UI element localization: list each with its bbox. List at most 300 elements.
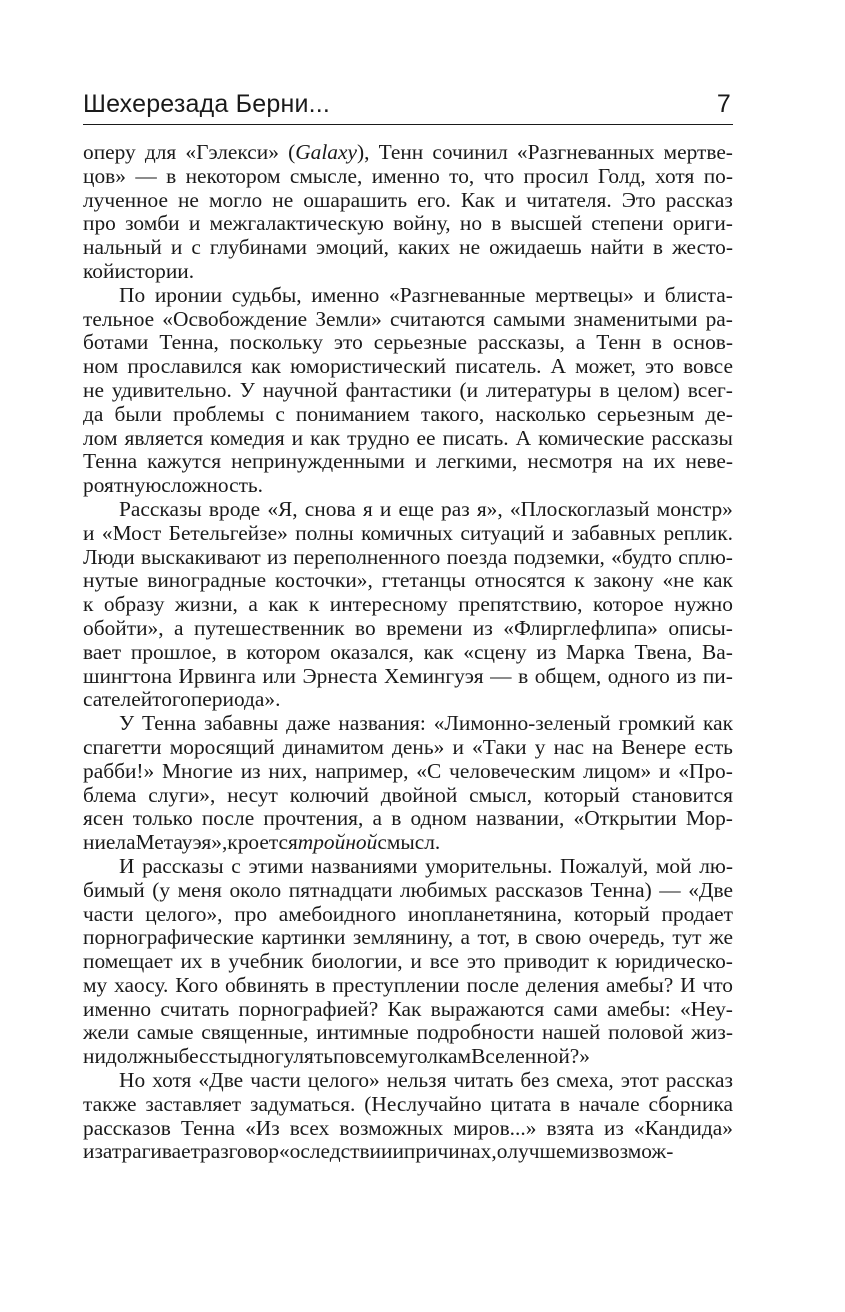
text-line [83, 998, 733, 1022]
word: общем, [534, 663, 602, 688]
word: после [466, 972, 519, 997]
text-line [83, 784, 733, 808]
word: громкий [618, 711, 696, 736]
word: в [491, 211, 502, 236]
word: лом [83, 425, 118, 450]
word: лученное [83, 187, 168, 212]
word: что [483, 163, 515, 188]
word: из [676, 663, 697, 688]
text-line [83, 688, 733, 712]
word: а [174, 615, 184, 640]
word: прочтения, [263, 806, 364, 831]
word: найти [590, 235, 644, 260]
word: Тенн [378, 140, 424, 164]
word: как [268, 592, 299, 617]
word: и [83, 520, 95, 545]
word: нельзя [386, 1068, 447, 1093]
word: амебоидного [278, 901, 397, 926]
word: лучшем [507, 1139, 580, 1164]
word: По [119, 282, 146, 307]
word: их [180, 949, 203, 974]
word: И [119, 853, 135, 878]
word: глубинами [209, 235, 307, 260]
word: юридическо- [615, 949, 733, 974]
word: хотя [655, 163, 695, 188]
paragraph [83, 1069, 733, 1164]
word: в [391, 806, 402, 831]
word: забавных [571, 520, 656, 545]
word: землянину, [352, 925, 454, 950]
word: считать [160, 996, 230, 1021]
word: косточки», [274, 568, 373, 593]
word: Тенн [596, 330, 641, 355]
word: «Гэлекси» [185, 140, 279, 164]
word: смысле, [289, 163, 363, 188]
word: мертвецы» [535, 282, 634, 307]
word: писатель. [455, 354, 542, 379]
word: а [248, 592, 258, 617]
text-line [83, 1045, 733, 1069]
word: сателей [83, 687, 153, 712]
word: Как [460, 187, 495, 212]
word: и [83, 1139, 95, 1164]
word: и [414, 449, 427, 474]
word: рассказы [142, 853, 224, 878]
word: «будто [611, 544, 672, 569]
word: лицом» [583, 758, 652, 783]
word: в [210, 949, 221, 974]
word: «Неу- [679, 996, 733, 1021]
word: «Я, [267, 496, 298, 521]
paragraph [83, 284, 733, 498]
word: рассказов [83, 1115, 171, 1140]
word: кой [83, 258, 115, 283]
word: Это [621, 187, 656, 212]
word: жиз- [691, 1020, 733, 1045]
word: которое [592, 592, 664, 617]
word: то, [449, 163, 475, 188]
word: войну, [393, 211, 451, 236]
word: как [702, 568, 733, 593]
word: ном [83, 354, 119, 379]
word: описы- [668, 615, 733, 640]
word: всег- [687, 377, 733, 402]
word: но [459, 211, 483, 236]
word: в [166, 163, 177, 188]
word: священные, [201, 1020, 309, 1045]
word: блиста- [664, 282, 733, 307]
word: самыми [493, 306, 566, 331]
word: для [144, 140, 177, 164]
word: его. [417, 187, 451, 212]
word: про [234, 901, 268, 926]
text-line [83, 331, 733, 355]
word: Пожалуй, [559, 853, 649, 878]
word: путешественник [194, 615, 345, 640]
word: ра- [705, 306, 733, 331]
text-line [83, 522, 733, 546]
word: каких [397, 235, 451, 260]
word: жели [83, 1020, 130, 1045]
word: амебы? [605, 972, 674, 997]
paragraph [83, 712, 733, 855]
word: свою [535, 925, 582, 950]
word: несут [227, 782, 278, 807]
word: по- [703, 163, 733, 188]
word: у [534, 734, 546, 759]
word: и [504, 187, 517, 212]
word: ботами [83, 330, 149, 355]
word: нальный [83, 235, 162, 260]
word: самые [136, 1020, 194, 1045]
text-line [83, 926, 733, 950]
word: «Плоскоглазый [509, 496, 650, 521]
word: Голд, [597, 163, 646, 188]
word: про [83, 211, 116, 236]
word: писать. [442, 425, 509, 450]
word: нас [553, 734, 585, 759]
text-line [83, 974, 733, 998]
word: не [83, 377, 104, 402]
word: преступлении [332, 972, 460, 997]
word: комичных [361, 520, 453, 545]
word: — [490, 663, 512, 688]
word: из [579, 1139, 599, 1164]
word: подробности [416, 1020, 535, 1045]
word: Земли» [315, 306, 382, 331]
word: мертве- [663, 140, 733, 164]
word: Марка [565, 639, 625, 664]
word: «Освобождение [162, 306, 308, 331]
book-page [83, 86, 733, 1164]
word: насколько [495, 401, 586, 426]
word: такого, [420, 401, 485, 426]
word: именно [83, 996, 152, 1021]
word: Твена, [634, 639, 693, 664]
word: затрагивает [94, 1139, 201, 1164]
word: также [83, 1091, 137, 1116]
word: в [559, 1091, 571, 1116]
word: ни [83, 1044, 106, 1069]
word: несмотря [527, 449, 613, 474]
word: смысл, [469, 782, 533, 807]
word: учебник [228, 949, 304, 974]
word: А [550, 354, 566, 379]
word: смысл. [377, 830, 441, 855]
text-line [83, 379, 733, 403]
word: У [119, 711, 135, 736]
word: деления [525, 972, 600, 997]
word: эмоций, [316, 235, 389, 260]
word: судьбы, [231, 282, 302, 307]
word: обойти», [83, 615, 164, 640]
word: и [379, 496, 392, 521]
word: ошарашить [303, 187, 408, 212]
word: порнографией? [238, 996, 379, 1021]
word: нашей [541, 1020, 601, 1045]
word: Венере [621, 734, 687, 759]
word: задуматься. [250, 1091, 356, 1116]
word: следствии [300, 1139, 393, 1164]
word: этот [620, 1068, 659, 1093]
text-line [83, 165, 733, 189]
word: не [459, 235, 481, 260]
word: любимых [399, 877, 488, 902]
word: Ва- [702, 639, 733, 664]
word: «о [278, 1139, 301, 1164]
paragraph [83, 855, 733, 1069]
word: не [272, 187, 294, 212]
word: на [592, 734, 614, 759]
word: зомби [125, 211, 180, 236]
word: вовсе [683, 354, 733, 379]
word: и [452, 734, 464, 759]
word: поезда [446, 544, 508, 569]
word: или [262, 663, 296, 688]
word: даже [286, 711, 331, 736]
word: целом) [617, 377, 680, 402]
word: — [659, 877, 681, 902]
word: образу [103, 592, 165, 617]
word: — [135, 163, 157, 188]
word: на [622, 449, 644, 474]
word: всем [355, 1044, 398, 1069]
word: «Мост [101, 520, 162, 545]
word: научной [262, 377, 338, 402]
word: тут [672, 925, 702, 950]
text-line [83, 593, 733, 617]
word: Как [387, 996, 422, 1021]
word: помещает [83, 949, 173, 974]
word: все [429, 949, 459, 974]
text-line [83, 950, 733, 974]
word: и [552, 520, 564, 545]
word: «Разгневанные [389, 282, 526, 307]
word: виноградные [147, 568, 267, 593]
word: нутые [83, 568, 139, 593]
text-line [83, 355, 733, 379]
word: Рассказы [119, 496, 202, 521]
word: спагетти [83, 734, 162, 759]
word: половой [608, 1020, 684, 1045]
text-line [83, 736, 733, 760]
text-line [83, 712, 733, 736]
word: без [520, 1068, 550, 1093]
word: а [372, 806, 383, 831]
word: относятся [474, 568, 566, 593]
word: и [291, 425, 304, 450]
word: мой [655, 853, 692, 878]
word: «Флирглефлипа» [503, 615, 658, 640]
text-line [83, 1093, 733, 1117]
word: и [170, 235, 183, 260]
word: серьезным [597, 401, 695, 426]
word: (Неслучайно [364, 1091, 482, 1116]
word: который [543, 782, 620, 807]
word: закону [593, 568, 654, 593]
word: названиями [311, 853, 418, 878]
word: Тенна [142, 711, 197, 736]
word: разговор [200, 1139, 279, 1164]
word: колючий [289, 782, 369, 807]
text-line [83, 427, 733, 451]
word: в [518, 663, 529, 688]
word: знаменитыми [573, 306, 698, 331]
word: из [240, 758, 261, 783]
word: моросящий [169, 734, 275, 759]
text-line [83, 760, 733, 784]
word: «Две [198, 1068, 244, 1093]
text-line [83, 617, 733, 641]
text-line [83, 212, 733, 236]
word: му [83, 972, 108, 997]
word: гтетанцы [381, 568, 466, 593]
word: по [333, 1044, 356, 1069]
word: Хемингуэя [383, 663, 484, 688]
word: как [310, 425, 341, 450]
word: юмористический [290, 354, 447, 379]
word: одного [607, 663, 670, 688]
text-line [83, 1021, 733, 1045]
word: «Таки [472, 734, 527, 759]
italic-text: Galaxy [295, 140, 357, 164]
word: есть [694, 734, 733, 759]
word: возможных [339, 1115, 444, 1140]
word: части [250, 1068, 301, 1093]
word: в [517, 925, 528, 950]
word: высшей [510, 211, 583, 236]
word: монстр» [656, 496, 733, 521]
word: Люди [83, 544, 135, 569]
word: тот, [477, 925, 511, 950]
word: оперу [83, 140, 136, 164]
word: нужно [674, 592, 733, 617]
word: бесстыдно [178, 1044, 275, 1069]
word: именно [311, 282, 380, 307]
word: о [496, 1139, 508, 1164]
word: смеха, [556, 1068, 614, 1093]
word: времени [386, 615, 463, 640]
word: хотя [152, 1068, 192, 1093]
word: их [653, 449, 676, 474]
word: биологии, [311, 949, 403, 974]
word: проблемы [172, 401, 265, 426]
word: вроде [208, 496, 261, 521]
text-line [83, 260, 733, 284]
word: в [652, 235, 664, 260]
word: рабби!» [83, 758, 155, 783]
word: Эрнеста [302, 663, 378, 688]
word: (Galaxy), [288, 140, 370, 164]
word: бимый [83, 877, 145, 902]
word: из [472, 615, 493, 640]
word: Мор- [685, 806, 733, 831]
word: названия: [338, 711, 426, 736]
word: забавны [204, 711, 279, 736]
word: хаосу. [114, 972, 169, 997]
word: возмож- [598, 1139, 674, 1164]
word: уморительны. [425, 853, 553, 878]
word: из [536, 639, 557, 664]
word: «не [662, 568, 695, 593]
word: в [651, 330, 662, 355]
word: сборника [648, 1091, 733, 1116]
word: и [410, 949, 422, 974]
word: к [83, 592, 94, 617]
word: раз [441, 496, 470, 521]
word: в [599, 377, 610, 402]
word: могло [208, 187, 263, 212]
word: да [83, 401, 104, 426]
text-line [83, 1117, 733, 1141]
word: того [152, 687, 191, 712]
word: прославился [127, 354, 242, 379]
running-title: Шехерезада Берни... [83, 90, 331, 118]
word: а [460, 925, 471, 950]
word: подземки, [513, 544, 605, 569]
word: во [355, 615, 376, 640]
text-line [83, 403, 733, 427]
word: является [124, 425, 204, 450]
word: серьезные [373, 330, 467, 355]
word: Тенна, [159, 330, 219, 355]
word: неве- [685, 449, 733, 474]
word: тельное [83, 306, 155, 331]
word: сплю- [678, 544, 733, 569]
text-line [83, 1140, 733, 1164]
word: роятную [83, 473, 162, 498]
text-line [83, 1069, 733, 1093]
word: из [603, 1115, 624, 1140]
word: Но [119, 1068, 146, 1093]
word: очередь, [588, 925, 665, 950]
word: должны [105, 1044, 179, 1069]
word: как [251, 354, 282, 379]
word: сочинил [432, 140, 508, 164]
word: У [239, 377, 255, 402]
word: а [575, 330, 586, 355]
word: продает [661, 901, 733, 926]
word: рассказы, [477, 330, 565, 355]
word: части [83, 901, 134, 926]
word: ясен [83, 806, 124, 831]
word: были [114, 401, 162, 426]
word: уголкам [397, 1044, 472, 1069]
word: шингтона [83, 663, 172, 688]
word: Многие [162, 758, 233, 783]
word: «сцену [463, 639, 527, 664]
word: ее [416, 425, 436, 450]
word: считаются [390, 306, 486, 331]
word: из [267, 544, 287, 569]
word: периода». [190, 687, 281, 712]
word: «Лимонно-зеленый [433, 711, 611, 736]
word: жизни, [174, 592, 238, 617]
text-line [83, 450, 733, 474]
word: Тенна [180, 1115, 236, 1140]
word: иронии [154, 282, 223, 307]
word: «Две [688, 877, 733, 902]
word: к [574, 568, 585, 593]
paragraph [83, 141, 733, 284]
word: же [708, 925, 733, 950]
word: гулять [274, 1044, 334, 1069]
word: «Открытии [573, 806, 677, 831]
word: выскакивают [141, 544, 261, 569]
word: целого», [145, 901, 223, 926]
word: после [201, 806, 255, 831]
text-line [83, 189, 733, 213]
